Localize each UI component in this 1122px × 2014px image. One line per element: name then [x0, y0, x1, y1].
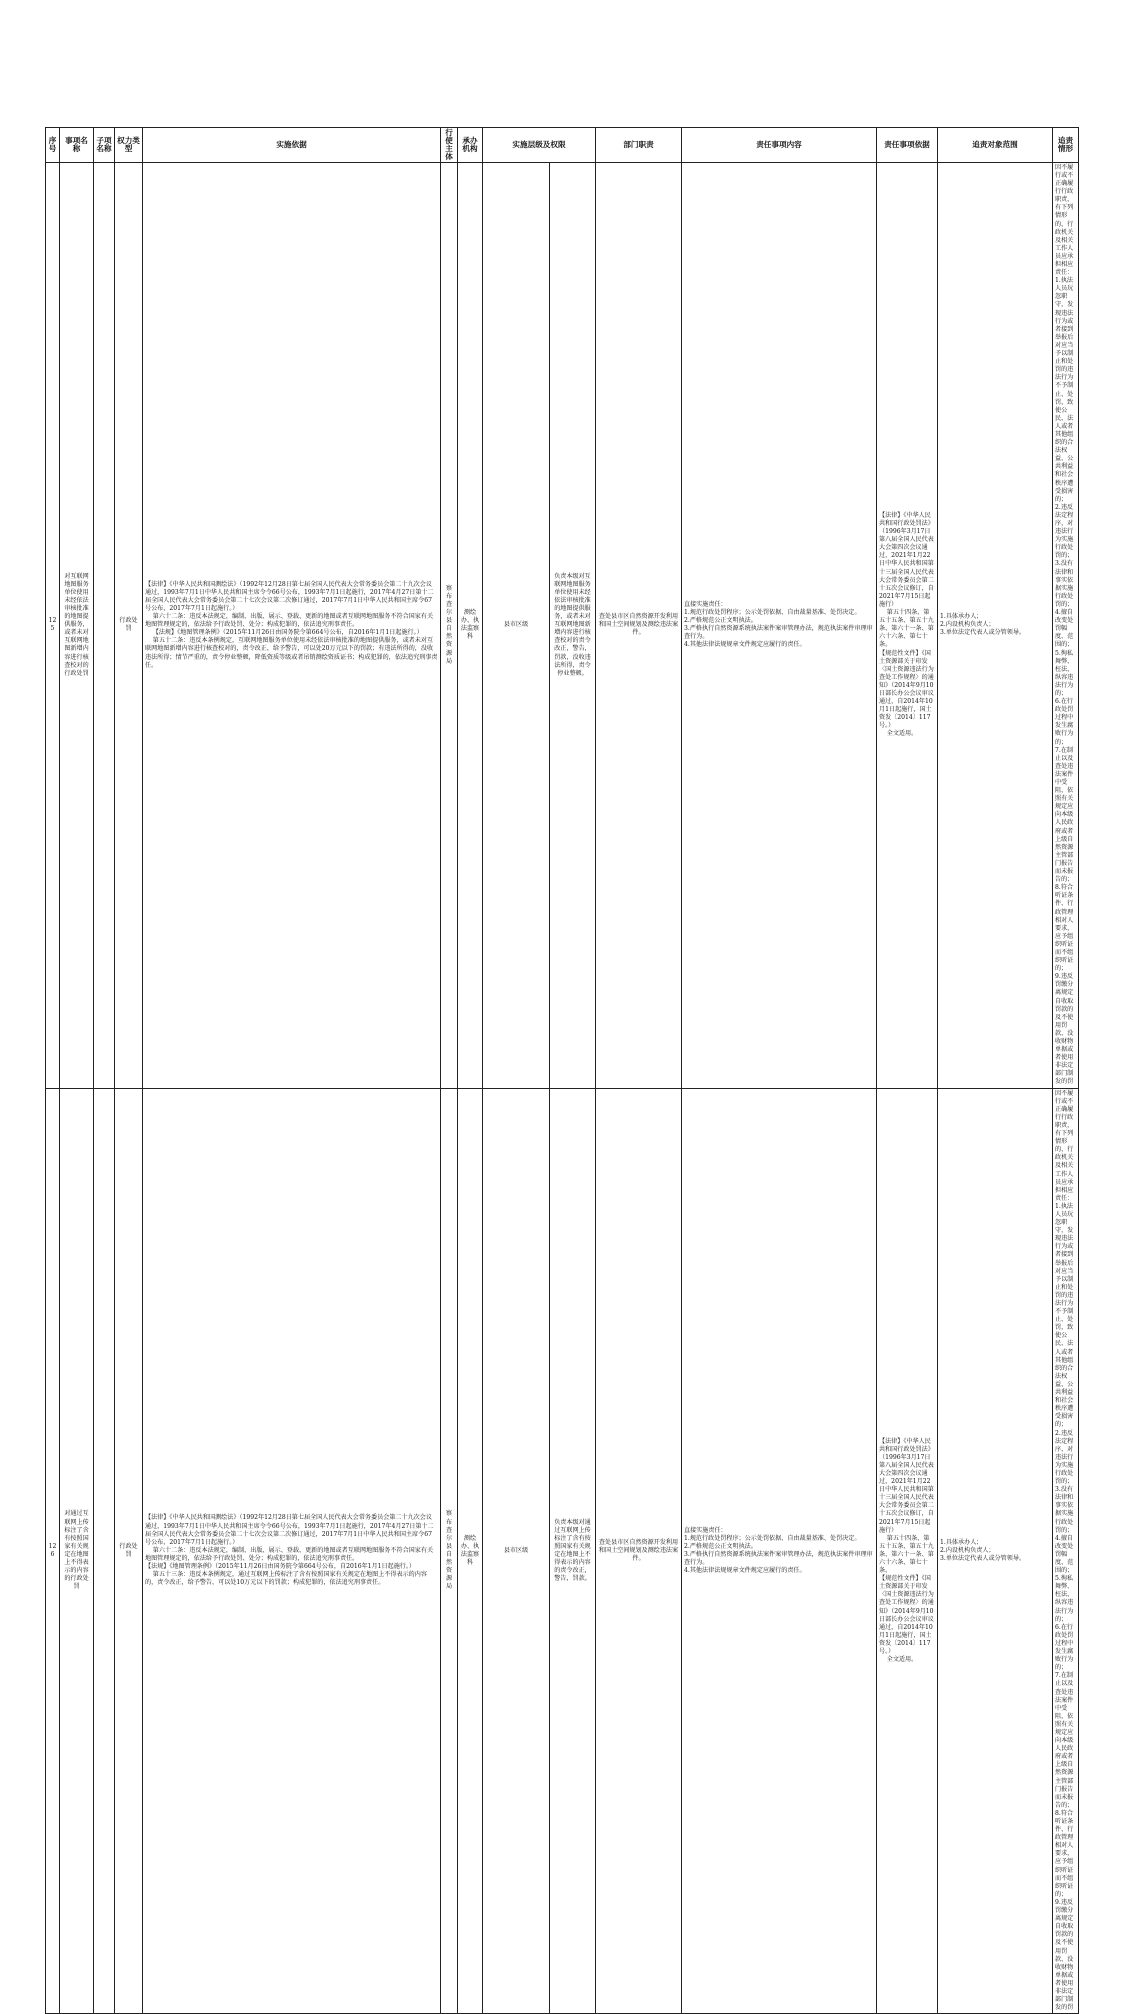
row-situation: 因不履行或不正确履行行政职责，有下列情形的，行政机关及相关工作人员应承担相应责任： 1.执法人员玩忽职守，发现违法行为或者接到举报后对应当予以制止和处罚的违法行为不予制止、处罚，致使公民、法人或者其他组织的合法权益、公共利益和社会秩序遭受损害的； 2.违反法定程序，对违法行为实施行政处罚的； 3.没有法律和事实依据实施行政处罚的； 4.擅自改变处罚幅度、范围的； 5.徇私舞弊、枉法、纵容违法行为的； 6.在行政处罚过程中发生腐败行为的； 7.在制止以及查处违法案件中受阻，依照有关规定应向本级人民政府或者上级自然资源主管部门报告而未报告的； 8.符合听证条件、行政管理相对人要求，应予组织听证而不组织听证的； 9.违反罚缴分离规定自收取罚款的及不使用罚款、没收财物单据或者使用非法定部门制发的罚 [1053, 162, 1079, 1088]
row-sub [94, 1088, 115, 2014]
row-level: 县市区级 [483, 1088, 550, 2014]
row-basis: 【法律】《中华人民共和国测绘法》（1992年12月28日第七届全国人民代表大会常务委员会第二十九次会议通过，1993年7月1日中华人民共和国主席令令66号公布，1993年7月1日起施行，2017年4月27日第十二届全国人民代表大会常务委员会第二十七次会议第二次修订通过，2017年7月1日中华人民共和国主席令67号公布，2017年7月1日起施行。） 第六十二条：违反本法规定，编制、出版、展示、登载、更新的地图或者互联网地图服务不符合国家有关地图管理规定的，依法给予行政处罚、处分；构成犯罪的，依法追究刑事责任。 【法规】《地图管理条例》（2015年11月26日由国务院令第664号公布，自2016年1月1日起施行。） 第五十二条：违反本条例规定，互联网地图服务单位使用未经依法审核批准的地图提供服务，或者未对互联网地图新增内容进行核查校对的，责令改正，给予警告，可以处20万元以下的罚款；有违法所得的，没收违法所得；情节严重的，责令停业整顿，降低资质等级或者吊销测绘资质证书；构成犯罪的，依法追究刑事责任。 [143, 162, 441, 1088]
col-subject: 行使主体 [441, 128, 458, 163]
col-sub: 子项名称 [94, 128, 115, 163]
col-resp: 责任事项内容 [682, 128, 877, 163]
col-resp-basis: 责任事项依据 [877, 128, 938, 163]
row-duty: 查处县市区自然资源开发利用和国土空间规划及测绘违法案件。 [596, 1088, 682, 2014]
row-seq: 126 [46, 1088, 60, 2014]
row-sub [94, 162, 115, 1088]
row-duty: 查处县市区自然资源开发利用和国土空间规划及测绘违法案件。 [596, 162, 682, 1088]
col-dept: 承办机构 [458, 128, 483, 163]
table-row [46, 162, 1079, 1088]
row-level-detail: 负责本级对通过互联网上传标注了含有按照国家有关规定在地图上不得表示的内容的责令改正，警告，罚款。 [550, 1088, 596, 2014]
col-target: 追责对象范围 [938, 128, 1053, 163]
table-row [46, 1088, 1079, 2014]
row-type: 行政处罚 [115, 1088, 143, 2014]
row-name: 对互联网地图服务单位使用未经依法审核批准的地图提供服务，或者未对互联网地图新增内容进行核查校对的行政处罚 [60, 162, 94, 1088]
row-type: 行政处罚 [115, 162, 143, 1088]
row-dept: 测绘办、执法监察科 [458, 1088, 483, 2014]
row-level-detail: 负责本级对互联网地图服务单位使用未经依法审核批准的地图提供服务，或者未对互联网地图新增内容进行核查校对的责令改正，警告，罚款，没收违法所得，责令停业整顿。 [550, 162, 596, 1088]
col-name: 事项名称 [60, 128, 94, 163]
col-duty: 部门职责 [596, 128, 682, 163]
row-target: 1.具体承办人； 2.内设机构负责人； 3.单位法定代表人或分管领导。 [938, 162, 1053, 1088]
row-resp-basis: 【法律】《中华人民共和国行政处罚法》（1996年3月17日第八届全国人民代表大会第四次会议通过，2021年1月22日中华人民共和国第十三届全国人民代表大会常务委员会第二十五次会议修订，自2021年7月15日起施行） 第五十四条、第五十五条、第五十九条、第六十一条、第六十六条、第七十条。 【规范性文件】《国土资源部关于印发〈国土资源违法行为查处工作规程〉的通知》（2014年9月10日部长办公会议审议通过，自2014年10月1日起施行，国土资发〔2014〕117号。） 全文适用。 [877, 1088, 938, 2014]
col-basis: 实施依据 [143, 128, 441, 163]
row-subject: 察布查尔县自然资源局 [441, 162, 458, 1088]
col-level: 实施层级及权限 [483, 128, 596, 163]
row-dept: 测绘办、执法监察科 [458, 162, 483, 1088]
row-seq: 125 [46, 162, 60, 1088]
col-seq: 序号 [46, 128, 60, 163]
row-situation: 因不履行或不正确履行行政职责，有下列情形的，行政机关及相关工作人员应承担相应责任： 1.执法人员玩忽职守，发现违法行为或者接到举报后对应当予以制止和处罚的违法行为不予制止、处罚，致使公民、法人或者其他组织的合法权益、公共利益和社会秩序遭受损害的； 2.违反法定程序，对违法行为实施行政处罚的； 3.没有法律和事实依据实施行政处罚的； 4.擅自改变处罚幅度、范围的； 5.徇私舞弊、枉法、纵容违法行为的； 6.在行政处罚过程中发生腐败行为的； 7.在制止以及查处违法案件中受阻，依照有关规定应向本级人民政府或者上级自然资源主管部门报告而未报告的； 8.符合听证条件、行政管理相对人要求，应予组织听证而不组织听证的； 9.违反罚缴分离规定自收取罚款的及不使用罚款、没收财物单据或者使用非法定部门制发的罚 [1053, 1088, 1079, 2014]
row-resp: 直接实施责任： 1.规范行政处罚程序；公示处罚依据、自由裁量基准、处罚决定。 2.严格规范公正文明执法。 3.严格执行自然资源系统执法案件案审管理办法，规范执法案件审理审查行为。 4.其他法律法规规章文件规定应履行的责任。 [682, 1088, 877, 2014]
row-resp-basis: 【法律】《中华人民共和国行政处罚法》（1996年3月17日第八届全国人民代表大会第四次会议通过，2021年1月22日中华人民共和国第十三届全国人民代表大会常务委员会第二十五次会议修订，自2021年7月15日起施行） 第五十四条、第五十五条、第五十九条、第六十一条、第六十六条、第七十条。 【规范性文件】《国土资源部关于印发〈国土资源违法行为查处工作规程〉的通知》（2014年9月10日部长办公会议审议通过，自2014年10月1日起施行，国土资发〔2014〕117号。） 全文适用。 [877, 162, 938, 1088]
row-resp: 直接实施责任： 1.规范行政处罚程序；公示处罚依据、自由裁量基准、处罚决定。 2.严格规范公正文明执法。 3.严格执行自然资源系统执法案件案审管理办法，规范执法案件审理审查行为。 4.其他法律法规规章文件规定应履行的责任。 [682, 162, 877, 1088]
row-subject: 察布查尔县自然资源局 [441, 1088, 458, 2014]
row-level: 县市区级 [483, 162, 550, 1088]
col-situation: 追责情形 [1053, 128, 1079, 163]
header-row [46, 128, 1079, 163]
power-list-table [45, 127, 1079, 2014]
row-target: 1.具体承办人； 2.内设机构负责人； 3.单位法定代表人或分管领导。 [938, 1088, 1053, 2014]
row-name: 对通过互联网上传标注了含有按照国家有关规定在地图上不得表示的内容的行政处罚 [60, 1088, 94, 2014]
row-basis: 【法律】《中华人民共和国测绘法》（1992年12月28日第七届全国人民代表大会常务委员会第二十九次会议通过，1993年7月1日中华人民共和国主席令令66号公布，1993年7月1日起施行，2017年4月27日第十二届全国人民代表大会常务委员会第二十七次会议第二次修订通过，2017年7月1日中华人民共和国主席令67号公布，2017年7月1日起施行。） 第六十二条：违反本法规定，编制、出版、展示、登载、更新的地图或者互联网地图服务不符合国家有关地图管理规定的，依法给予行政处罚、处分；构成犯罪的，依法追究刑事责任。 【法规】《地图管理条例》（2015年11月26日由国务院令第664号公布，自2016年1月1日起施行。） 第五十三条：违反本条例规定，通过互联网上传标注了含有按照国家有关规定在地图上不得表示的内容的，责令改正，给予警告，可以处10万元以下的罚款；构成犯罪的，依法追究刑事责任。 [143, 1088, 441, 2014]
col-type: 权力类型 [115, 128, 143, 163]
